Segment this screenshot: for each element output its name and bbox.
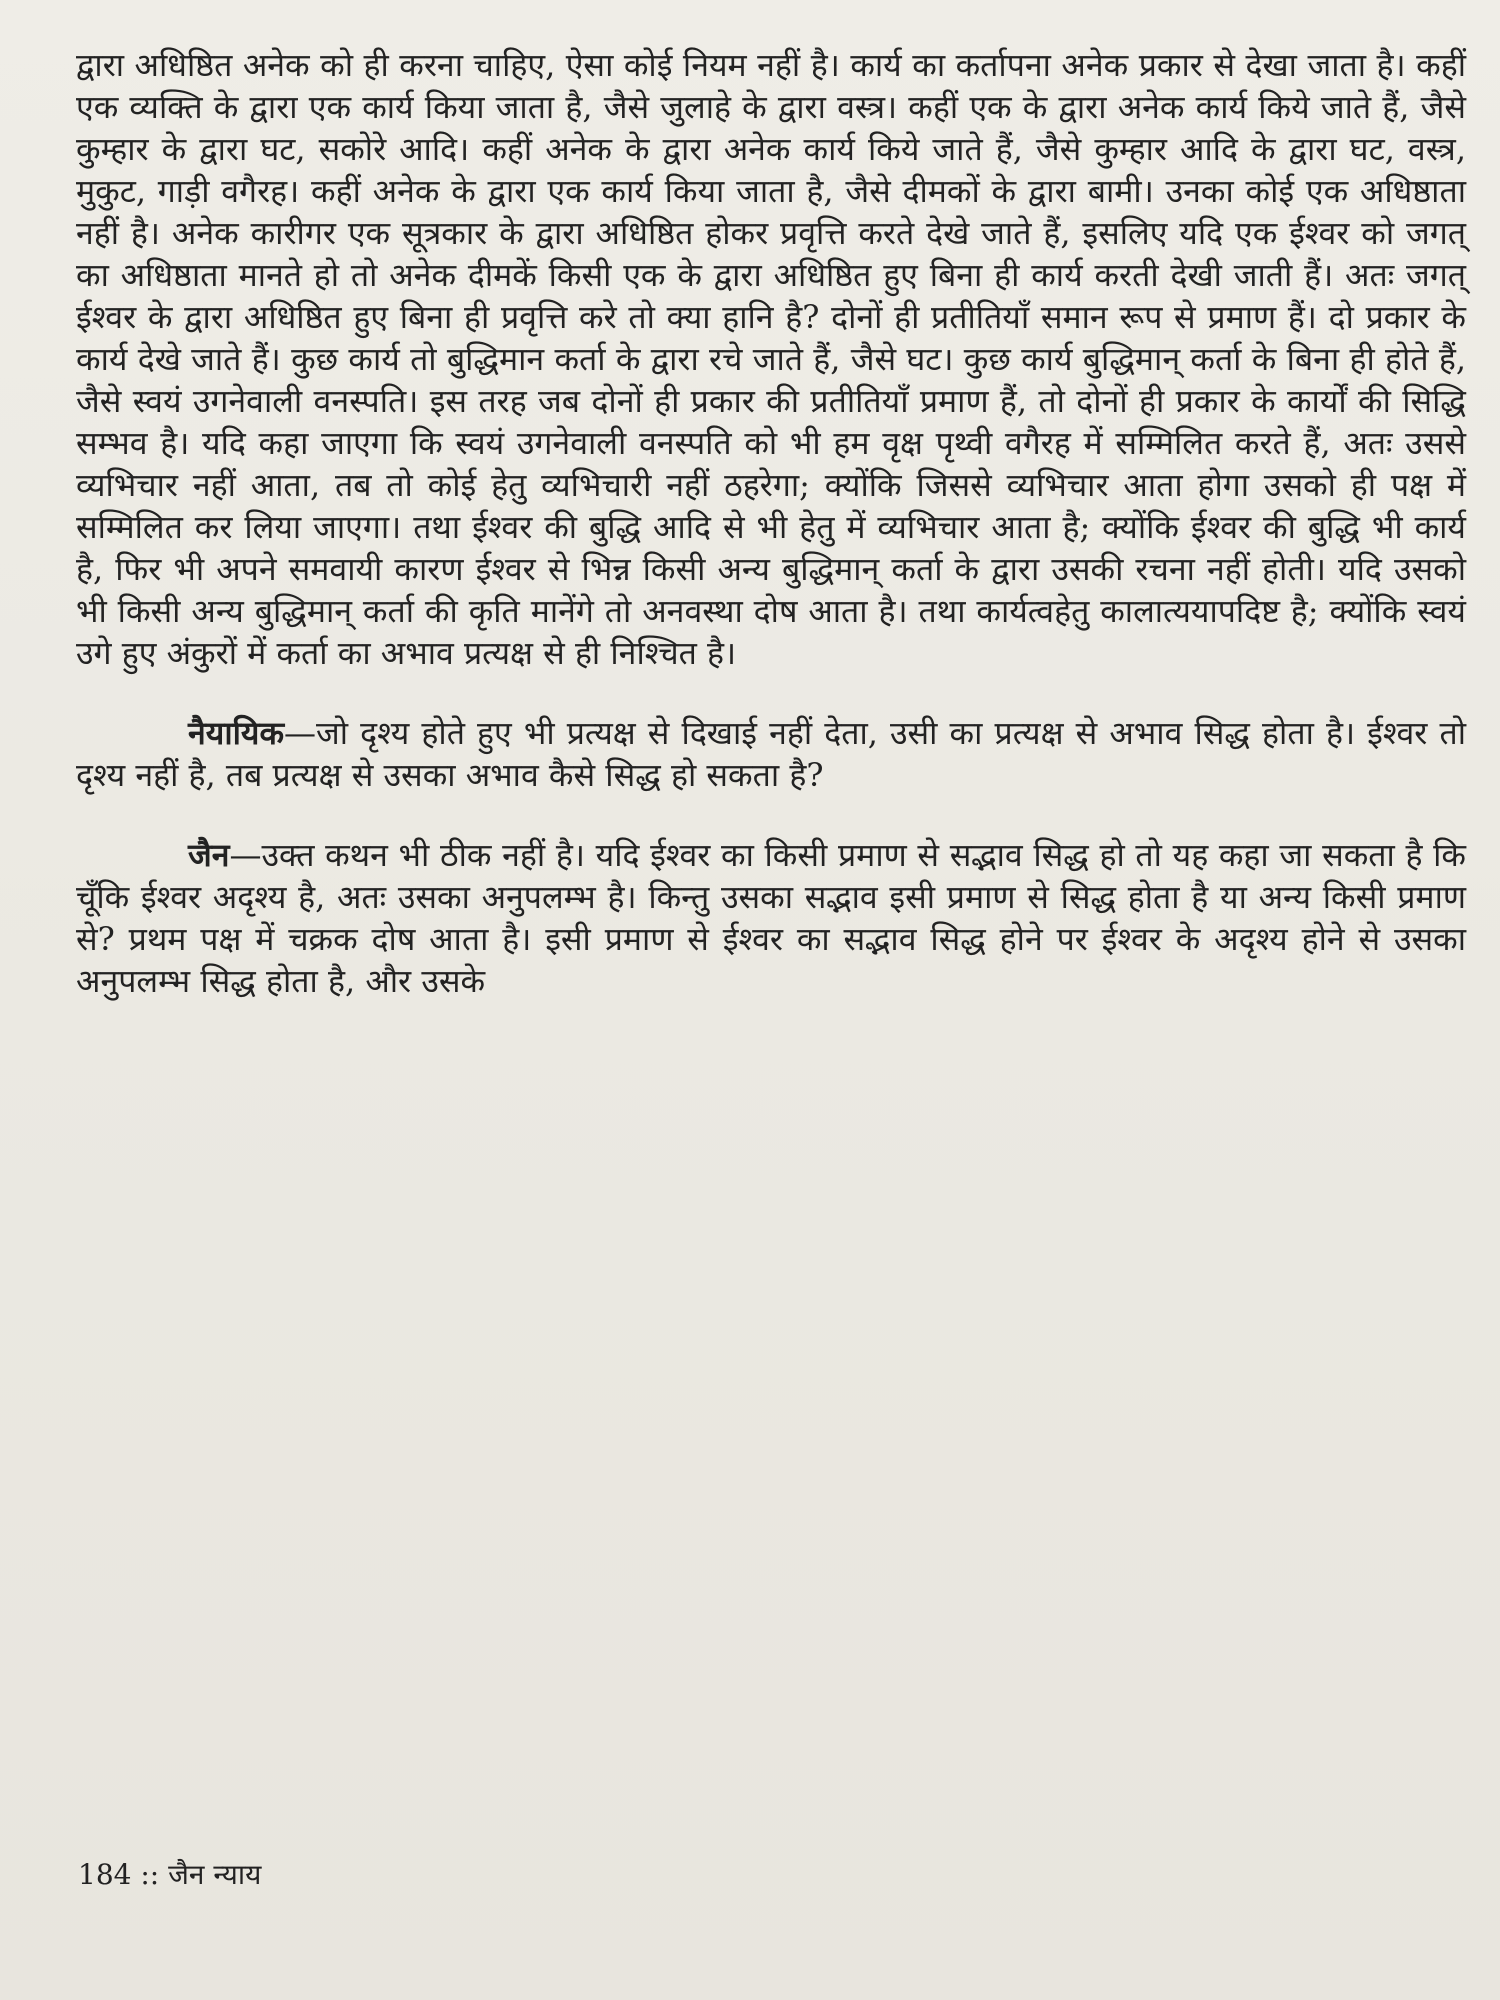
- paragraph-naiyayika: [76, 712, 1466, 796]
- page-footer: 184 :: जैन न्याय: [78, 1858, 262, 1891]
- paragraph-jain: [76, 834, 1466, 1002]
- paragraph-naiyayika-text: —जो दृश्य होते हुए भी प्रत्यक्ष से दिखाई नहीं देता, उसी का प्रत्यक्ष से अभाव सिद्ध होता है। ईश्वर तो दृश्य नहीं है, तब प्रत्यक्ष से उसका अभाव कैसे सिद्ध हो सकता है?: [76, 714, 1466, 794]
- paragraph-jain-text: —उक्त कथन भी ठीक नहीं है। यदि ईश्वर का किसी प्रमाण से सद्भाव सिद्ध हो तो यह कहा जा सकता है कि चूँकि ईश्वर अदृश्य है, अतः उसका अनुपलम्भ है। किन्तु उसका सद्भाव इसी प्रमाण से सिद्ध होता है या अन्य किसी प्रमाण से? प्रथम पक्ष में चक्रक दोष आता है। इसी प्रमाण से ईश्वर का सद्भाव सिद्ध होने पर ईश्वर के अदृश्य होने से उसका अनुपलम्भ सिद्ध होता है, और उसके: [76, 836, 1466, 1000]
- paragraph-gap: [76, 674, 1466, 712]
- page-body: [76, 44, 1466, 1002]
- speaker-naiyayika: नैयायिक: [188, 714, 285, 752]
- paragraph-continuation: द्वारा अधिष्ठित अनेक को ही करना चाहिए, ऐसा कोई नियम नहीं है। कार्य का कर्तापना अनेक प्रकार से देखा जाता है। कहीं एक व्यक्ति के द्वारा एक कार्य किया जाता है, जैसे जुलाहे के द्वारा वस्त्र। कहीं एक के द्वारा अनेक कार्य किये जाते हैं, जैसे कुम्हार के द्वारा घट, सकोरे आदि। कहीं अनेक के द्वारा अनेक कार्य किये जाते हैं, जैसे कुम्हार आदि के द्वारा घट, वस्त्र, मुकुट, गाड़ी वगैरह। कहीं अनेक के द्वारा एक कार्य किया जाता है, जैसे दीमकों के द्वारा बामी। उनका कोई एक अधिष्ठाता नहीं है। अनेक कारीगर एक सूत्रकार के द्वारा अधिष्ठित होकर प्रवृत्ति करते देखे जाते हैं, इसलिए यदि एक ईश्वर को जगत् का अधिष्ठाता मानते हो तो अनेक दीमकें किसी एक के द्वारा अधिष्ठित हुए बिना ही कार्य करती देखी जाती हैं। अतः जगत् ईश्वर के द्वारा अधिष्ठित हुए बिना ही प्रवृत्ति करे तो क्या हानि है? दोनों ही प्रतीतियाँ समान रूप से प्रमाण हैं। दो प्रकार के कार्य देखे जाते हैं। कुछ कार्य तो बुद्धिमान कर्ता के द्वारा रचे जाते हैं, जैसे घट। कुछ कार्य बुद्धिमान् कर्ता के बिना ही होते हैं, जैसे स्वयं उगनेवाली वनस्पति। इस तरह जब दोनों ही प्रकार की प्रतीतियाँ प्रमाण हैं, तो दोनों ही प्रकार के कार्यों की सिद्धि सम्भव है। यदि कहा जाएगा कि स्वयं उगनेवाली वनस्पति को भी हम वृक्ष पृथ्वी वगैरह में सम्मिलित करते हैं, अतः उससे व्यभिचार नहीं आता, तब तो कोई हेतु व्यभिचारी नहीं ठहरेगा; क्योंकि जिससे व्यभिचार आता होगा उसको ही पक्ष में सम्मिलित कर लिया जाएगा। तथा ईश्वर की बुद्धि आदि से भी हेतु में व्यभिचार आता है; क्योंकि ईश्वर की बुद्धि भी कार्य है, फिर भी अपने समवायी कारण ईश्वर से भिन्न किसी अन्य बुद्धिमान् कर्ता के द्वारा उसकी रचना नहीं होती। यदि उसको भी किसी अन्य बुद्धिमान् कर्ता की कृति मानेंगे तो अनवस्था दोष आता है। तथा कार्यत्वहेतु कालात्ययापदिष्ट है; क्योंकि स्वयं उगे हुए अंकुरों में कर्ता का अभाव प्रत्यक्ष से ही निश्चित है।: [76, 46, 1466, 672]
- paragraph-gap: [76, 796, 1466, 834]
- speaker-jain: जैन: [188, 836, 230, 874]
